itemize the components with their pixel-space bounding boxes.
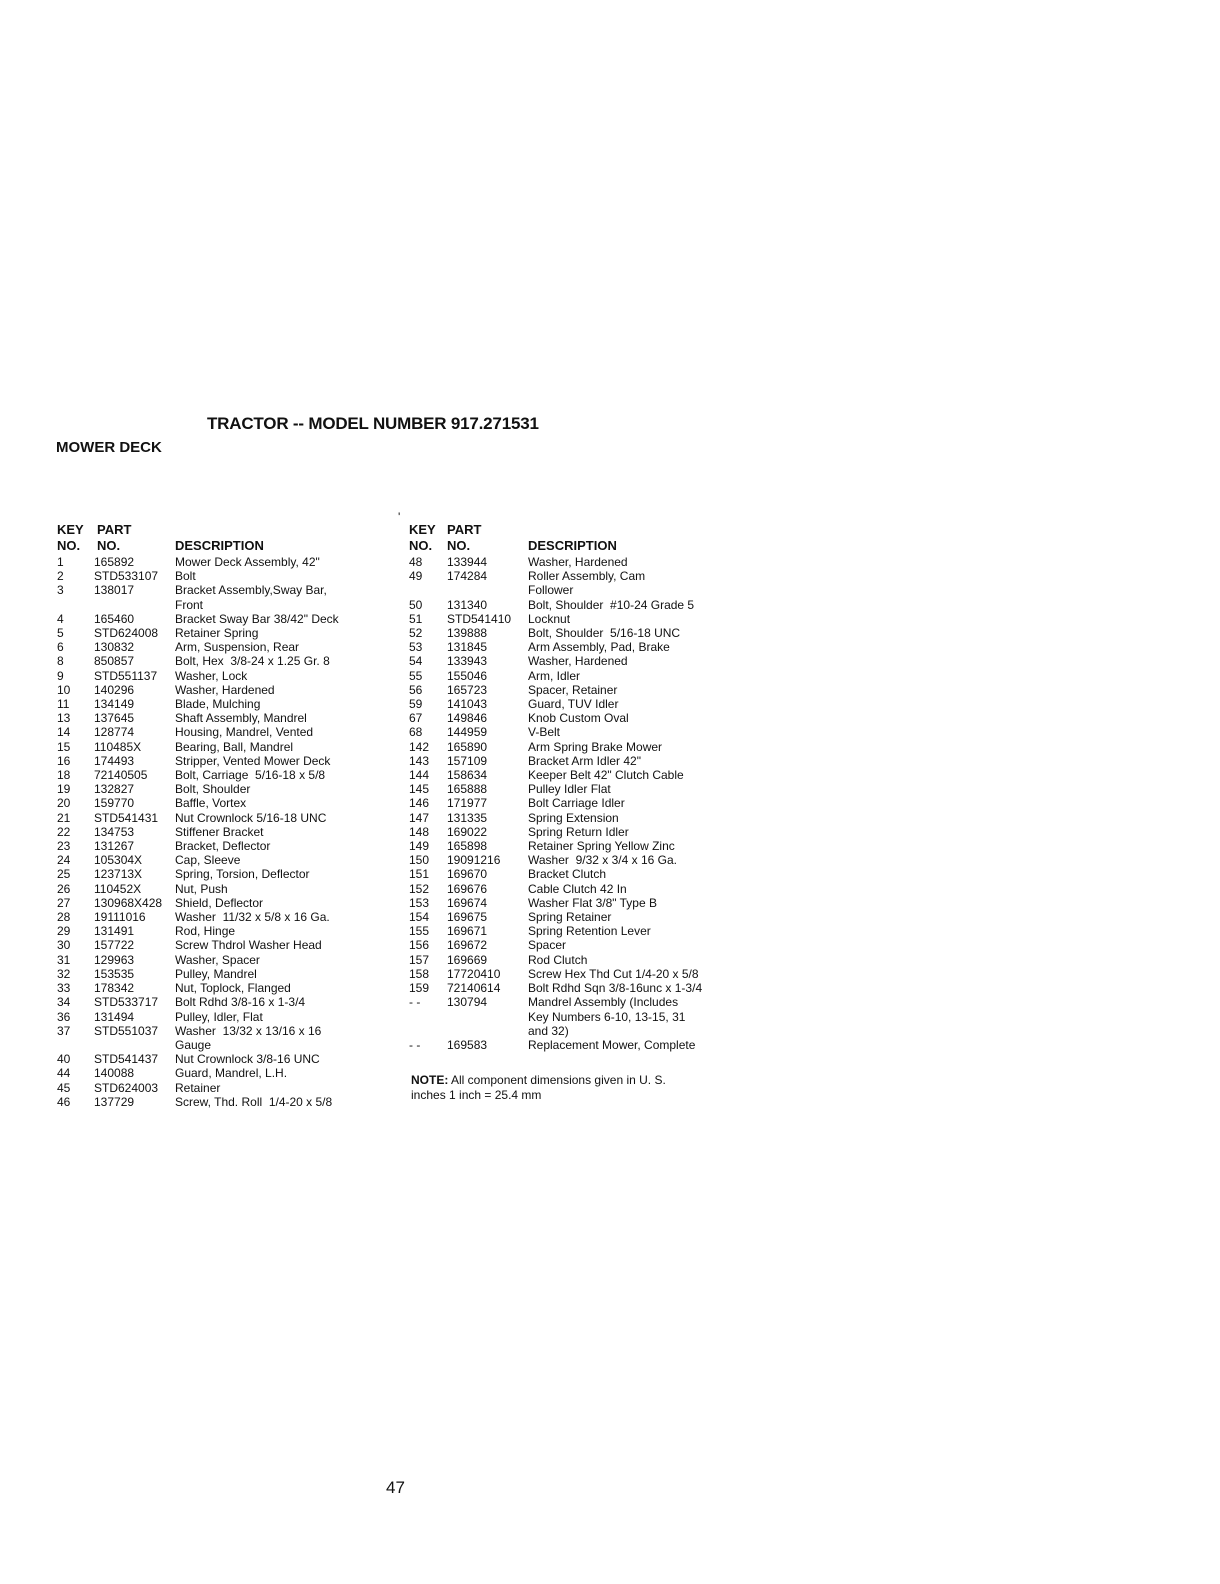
key-number: 156 <box>409 938 430 953</box>
part-description: Rod Clutch <box>528 952 588 967</box>
header-part-bottom: NO. <box>97 538 121 553</box>
part-number: STD624008 <box>94 626 159 641</box>
part-number: 132827 <box>94 782 135 797</box>
part-number: 157109 <box>447 753 488 768</box>
key-number: 10 <box>57 682 71 697</box>
table-row <box>409 839 739 853</box>
table-row <box>409 882 739 896</box>
part-description: Washer Flat 3/8" Type B <box>528 895 657 910</box>
key-number: 6 <box>57 640 64 655</box>
part-description: Knob Custom Oval <box>528 711 629 726</box>
key-number: 142 <box>409 739 430 754</box>
part-description: Stripper, Vented Mower Deck <box>175 753 331 768</box>
part-number: STD533107 <box>94 569 159 584</box>
part-number: 123713X <box>94 867 143 882</box>
part-description: Washer 11/32 x 5/8 x 16 Ga. <box>175 910 330 925</box>
part-description: Bracket Assembly,Sway Bar, Front <box>175 583 327 612</box>
part-description: Bracket, Deflector <box>175 839 271 854</box>
part-number: 153535 <box>94 966 135 981</box>
table-row <box>409 598 739 612</box>
part-number: 131340 <box>447 597 488 612</box>
part-description: Replacement Mower, Complete <box>528 1037 696 1052</box>
key-number: 145 <box>409 782 430 797</box>
table-row <box>409 782 739 796</box>
part-description: Guard, TUV Idler <box>528 697 619 712</box>
part-description: Screw Thdrol Washer Head <box>175 938 322 953</box>
part-description: Nut, Toplock, Flanged <box>175 981 291 996</box>
part-number: 149846 <box>447 711 488 726</box>
table-row <box>409 796 739 810</box>
table-row <box>57 1052 387 1066</box>
table-row <box>409 768 739 782</box>
table-row <box>409 569 739 597</box>
table-row <box>409 669 739 683</box>
part-description: Keeper Belt 42" Clutch Cable <box>528 768 684 783</box>
table-row <box>409 981 739 995</box>
table-row <box>57 1095 387 1109</box>
table-row <box>409 725 739 739</box>
table-row <box>409 953 739 967</box>
part-number: 155046 <box>447 668 488 683</box>
part-number: 131491 <box>94 924 135 939</box>
note <box>411 1073 741 1103</box>
parts-list-right <box>409 555 739 1052</box>
part-description: Nut, Push <box>175 881 228 896</box>
part-description: Mower Deck Assembly, 42" <box>175 555 320 569</box>
part-description: Arm Assembly, Pad, Brake <box>528 640 670 655</box>
part-description: Washer 9/32 x 3/4 x 16 Ga. <box>528 853 677 868</box>
table-row <box>57 711 387 725</box>
table-row <box>409 697 739 711</box>
part-number: 131494 <box>94 1009 135 1024</box>
part-description: Bracket Clutch <box>528 867 607 882</box>
key-number: 44 <box>57 1066 71 1081</box>
part-number: STD541431 <box>94 810 159 825</box>
part-description: Shaft Assembly, Mandrel <box>175 711 307 726</box>
part-number: 141043 <box>447 697 488 712</box>
key-number: 37 <box>57 1023 71 1038</box>
part-number: 178342 <box>94 981 135 996</box>
part-description: Mandrel Assembly (Includes Key Numbers 6-10, 13-15, 31 and 32) <box>528 995 686 1038</box>
part-number: 72140614 <box>447 981 501 996</box>
key-number: 52 <box>409 626 423 641</box>
table-row <box>57 896 387 910</box>
section-title: MOWER DECK <box>56 439 162 456</box>
table-row <box>409 626 739 640</box>
part-number: 165898 <box>447 839 488 854</box>
table-row <box>57 882 387 896</box>
key-number: 1 <box>57 555 64 569</box>
part-description: Washer, Lock <box>175 668 248 683</box>
key-number: 20 <box>57 796 71 811</box>
part-number: STD624003 <box>94 1080 159 1095</box>
key-number: 153 <box>409 895 430 910</box>
part-description: Nut Crownlock 5/16-18 UNC <box>175 810 327 825</box>
part-number: 72140505 <box>94 768 148 783</box>
part-number: 165723 <box>447 682 488 697</box>
part-description: Locknut <box>528 611 571 626</box>
key-number: 155 <box>409 924 430 939</box>
key-number: - - <box>409 995 421 1010</box>
table-row <box>57 669 387 683</box>
table-header <box>409 522 739 555</box>
key-number: 26 <box>57 881 71 896</box>
parts-table-left <box>57 522 387 1109</box>
part-number: 158634 <box>447 768 488 783</box>
table-row <box>57 867 387 881</box>
table-row <box>409 938 739 952</box>
part-description: Washer, Hardened <box>175 682 275 697</box>
key-number: 67 <box>409 711 423 726</box>
key-number: 46 <box>57 1094 71 1109</box>
key-number: 45 <box>57 1080 71 1095</box>
part-number: 134753 <box>94 824 135 839</box>
header-key-bottom: NO. <box>57 538 81 553</box>
part-description: Spring Retention Lever <box>528 924 651 939</box>
key-number: 151 <box>409 867 430 882</box>
key-number: 34 <box>57 995 71 1010</box>
table-row <box>409 683 739 697</box>
key-number: 147 <box>409 810 430 825</box>
part-description: Cable Clutch 42 In <box>528 881 627 896</box>
key-number: 36 <box>57 1009 71 1024</box>
table-row <box>409 754 739 768</box>
table-row <box>57 740 387 754</box>
part-number: 165892 <box>94 555 135 569</box>
key-number: 146 <box>409 796 430 811</box>
table-row <box>57 768 387 782</box>
table-row <box>409 1038 739 1052</box>
part-description: Housing, Mandrel, Vented <box>175 725 314 740</box>
table-row <box>409 867 739 881</box>
part-number: 169675 <box>447 910 488 925</box>
key-number: 150 <box>409 853 430 868</box>
key-number: 16 <box>57 753 71 768</box>
key-number: 143 <box>409 753 430 768</box>
part-description: Roller Assembly, Cam Follower <box>528 569 646 598</box>
part-description: Washer, Hardened <box>528 654 628 669</box>
part-description: Baffle, Vortex <box>175 796 247 811</box>
key-number: 15 <box>57 739 71 754</box>
table-row <box>409 896 739 910</box>
part-description: Bolt Carriage Idler <box>528 796 625 811</box>
part-number: 131845 <box>447 640 488 655</box>
table-row <box>57 782 387 796</box>
part-description: Guard, Mandrel, L.H. <box>175 1066 288 1081</box>
table-row <box>57 796 387 810</box>
part-description: V-Belt <box>528 725 561 740</box>
note-label: NOTE: <box>411 1073 449 1087</box>
key-number: 23 <box>57 839 71 854</box>
header-description: DESCRIPTION <box>528 538 617 553</box>
part-description: Washer, Spacer <box>175 952 260 967</box>
key-number: 149 <box>409 839 430 854</box>
table-row <box>57 583 387 611</box>
part-description: Washer, Hardened <box>528 555 628 569</box>
table-row <box>57 1024 387 1052</box>
table-row <box>57 697 387 711</box>
key-number: 59 <box>409 697 423 712</box>
table-row <box>57 995 387 1009</box>
part-description: Spring, Torsion, Deflector <box>175 867 310 882</box>
parts-list-left <box>57 555 387 1109</box>
key-number: 32 <box>57 966 71 981</box>
part-number: 133944 <box>447 555 488 569</box>
key-number: 13 <box>57 711 71 726</box>
table-row <box>57 1066 387 1080</box>
key-number: 33 <box>57 981 71 996</box>
part-number: 137729 <box>94 1094 135 1109</box>
table-row <box>409 967 739 981</box>
header-key-bottom: NO. <box>409 538 433 553</box>
part-description: Cap, Sleeve <box>175 853 241 868</box>
part-number: STD551137 <box>94 668 158 683</box>
part-number: 165888 <box>447 782 488 797</box>
key-number: 55 <box>409 668 423 683</box>
part-description: Blade, Mulching <box>175 697 261 712</box>
table-row <box>409 711 739 725</box>
part-number: 134149 <box>94 697 135 712</box>
part-description: Spring Retainer <box>528 910 612 925</box>
part-number: 110485X <box>94 739 142 754</box>
part-number: 140088 <box>94 1066 135 1081</box>
table-row <box>409 995 739 1038</box>
table-row <box>409 640 739 654</box>
part-description: Spring Return Idler <box>528 824 629 839</box>
part-description: Pulley, Idler, Flat <box>175 1009 263 1024</box>
part-number: STD533717 <box>94 995 159 1010</box>
part-description: Pulley, Mandrel <box>175 966 257 981</box>
key-number: 51 <box>409 611 423 626</box>
part-description: Bolt, Shoulder 5/16-18 UNC <box>528 626 681 641</box>
table-row <box>409 825 739 839</box>
part-number: 129963 <box>94 952 135 967</box>
key-number: 53 <box>409 640 423 655</box>
note-text: All component dimensions given in U. S. inches 1 inch = 25.4 mm <box>411 1073 666 1102</box>
key-number: 48 <box>409 555 423 569</box>
part-description: Retainer Spring Yellow Zinc <box>528 839 675 854</box>
key-number: - - <box>409 1037 421 1052</box>
table-row <box>409 910 739 924</box>
part-number: 130794 <box>447 995 488 1010</box>
key-number: 3 <box>57 583 64 598</box>
part-description: Nut Crownlock 3/8-16 UNC <box>175 1052 320 1067</box>
key-number: 56 <box>409 682 423 697</box>
header-part-top: PART <box>447 522 482 537</box>
part-description: Spacer <box>528 938 567 953</box>
part-number: 110452X <box>94 881 142 896</box>
key-number: 40 <box>57 1052 71 1067</box>
key-number: 19 <box>57 782 71 797</box>
header-part-bottom: NO. <box>447 538 471 553</box>
key-number: 159 <box>409 981 430 996</box>
page-number: 47 <box>386 1478 405 1497</box>
table-row <box>57 853 387 867</box>
part-description: Bolt, Carriage 5/16-18 x 5/8 <box>175 768 326 783</box>
part-number: 169583 <box>447 1037 488 1052</box>
part-number: STD551037 <box>94 1023 159 1038</box>
part-number: 165890 <box>447 739 488 754</box>
table-row <box>57 569 387 583</box>
table-row <box>57 938 387 952</box>
part-number: 169674 <box>447 895 488 910</box>
table-row <box>57 953 387 967</box>
table-row <box>57 910 387 924</box>
table-row <box>57 555 387 569</box>
part-number: 17720410 <box>447 966 501 981</box>
key-number: 24 <box>57 853 71 868</box>
key-number: 9 <box>57 668 64 683</box>
part-number: 169670 <box>447 867 488 882</box>
table-row <box>57 811 387 825</box>
part-description: Retainer <box>175 1080 221 1095</box>
part-description: Bearing, Ball, Mandrel <box>175 739 294 754</box>
table-row <box>409 924 739 938</box>
key-number: 30 <box>57 938 71 953</box>
key-number: 29 <box>57 924 71 939</box>
table-row <box>409 740 739 754</box>
part-number: 169671 <box>447 924 488 939</box>
key-number: 4 <box>57 611 64 626</box>
key-number: 152 <box>409 881 430 896</box>
key-number: 21 <box>57 810 71 825</box>
table-row <box>57 1010 387 1024</box>
part-number: STD541437 <box>94 1052 159 1067</box>
table-row <box>57 967 387 981</box>
key-number: 158 <box>409 966 430 981</box>
table-row <box>409 811 739 825</box>
part-number: 169676 <box>447 881 488 896</box>
table-row <box>57 825 387 839</box>
part-number: 169022 <box>447 824 488 839</box>
part-description: Bolt, Shoulder #10-24 Grade 5 <box>528 597 695 612</box>
table-row <box>57 981 387 995</box>
part-description: Rod, Hinge <box>175 924 236 939</box>
page-title: TRACTOR -- MODEL NUMBER 917.271531 <box>207 414 539 433</box>
part-description: Bolt Rdhd 3/8-16 x 1-3/4 <box>175 995 306 1010</box>
part-number: 137645 <box>94 711 135 726</box>
key-number: 144 <box>409 768 430 783</box>
header-part-top: PART <box>97 522 132 537</box>
key-number: 5 <box>57 626 64 641</box>
table-row <box>57 839 387 853</box>
key-number: 27 <box>57 895 71 910</box>
part-description: Bolt, Shoulder <box>175 782 251 797</box>
table-row <box>57 924 387 938</box>
table-row <box>409 555 739 569</box>
key-number: 31 <box>57 952 71 967</box>
part-number: 171977 <box>447 796 488 811</box>
part-number: 174284 <box>447 569 488 584</box>
part-number: 130832 <box>94 640 135 655</box>
key-number: 49 <box>409 569 423 584</box>
part-number: 139888 <box>447 626 488 641</box>
part-number: 169669 <box>447 952 488 967</box>
table-row <box>57 612 387 626</box>
part-number: 128774 <box>94 725 135 740</box>
part-number: 105304X <box>94 853 143 868</box>
part-description: Spring Extension <box>528 810 619 825</box>
part-number: 130968X428 <box>94 895 163 910</box>
part-description: Arm Spring Brake Mower <box>528 739 663 754</box>
part-description: Spacer, Retainer <box>528 682 618 697</box>
part-description: Bolt Rdhd Sqn 3/8-16unc x 1-3/4 <box>528 981 703 996</box>
part-number: 131267 <box>94 839 135 854</box>
key-number: 11 <box>57 697 70 712</box>
table-row <box>57 1081 387 1095</box>
part-number: 140296 <box>94 682 135 697</box>
key-number: 18 <box>57 768 71 783</box>
stray-mark: ' <box>398 510 401 524</box>
part-description: Bracket Sway Bar 38/42" Deck <box>175 611 339 626</box>
part-description: Arm, Idler <box>528 668 581 683</box>
header-key-top: KEY <box>57 522 84 537</box>
key-number: 157 <box>409 952 430 967</box>
table-header <box>57 522 387 555</box>
part-description: Shield, Deflector <box>175 895 264 910</box>
part-number: 138017 <box>94 583 135 598</box>
key-number: 22 <box>57 824 71 839</box>
key-number: 25 <box>57 867 71 882</box>
header-description: DESCRIPTION <box>175 538 264 553</box>
part-number: 165460 <box>94 611 135 626</box>
key-number: 148 <box>409 824 430 839</box>
part-number: 144959 <box>447 725 488 740</box>
parts-table-right <box>409 522 739 1052</box>
part-description: Bolt, Hex 3/8-24 x 1.25 Gr. 8 <box>175 654 330 669</box>
table-row <box>409 612 739 626</box>
part-number: 133943 <box>447 654 488 669</box>
table-row <box>57 754 387 768</box>
header-key-top: KEY <box>409 522 436 537</box>
key-number: 54 <box>409 654 423 669</box>
key-number: 68 <box>409 725 423 740</box>
table-row <box>57 626 387 640</box>
table-row <box>57 725 387 739</box>
part-description: Screw, Thd. Roll 1/4-20 x 5/8 <box>175 1094 333 1109</box>
part-description: Washer 13/32 x 13/16 x 16 Gauge <box>175 1023 322 1052</box>
part-number: 131335 <box>447 810 488 825</box>
part-description: Bolt <box>175 569 196 584</box>
key-number: 8 <box>57 654 64 669</box>
table-row <box>57 640 387 654</box>
key-number: 2 <box>57 569 64 584</box>
part-number: 19091216 <box>447 853 501 868</box>
part-description: Stiffener Bracket <box>175 824 264 839</box>
key-number: 154 <box>409 910 430 925</box>
table-row <box>57 654 387 668</box>
part-number: 850857 <box>94 654 135 669</box>
part-number: 157722 <box>94 938 135 953</box>
table-row <box>57 683 387 697</box>
part-number: STD541410 <box>447 611 512 626</box>
part-description: Screw Hex Thd Cut 1/4-20 x 5/8 <box>528 966 699 981</box>
key-number: 50 <box>409 597 423 612</box>
part-description: Retainer Spring <box>175 626 259 641</box>
part-description: Arm, Suspension, Rear <box>175 640 300 655</box>
part-number: 169672 <box>447 938 488 953</box>
part-number: 159770 <box>94 796 135 811</box>
table-row <box>409 654 739 668</box>
part-number: 174493 <box>94 753 135 768</box>
key-number: 28 <box>57 910 71 925</box>
key-number: 14 <box>57 725 71 740</box>
part-description: Bracket Arm Idler 42" <box>528 753 641 768</box>
part-number: 19111016 <box>94 910 146 925</box>
part-description: Pulley Idler Flat <box>528 782 611 797</box>
table-row <box>409 853 739 867</box>
